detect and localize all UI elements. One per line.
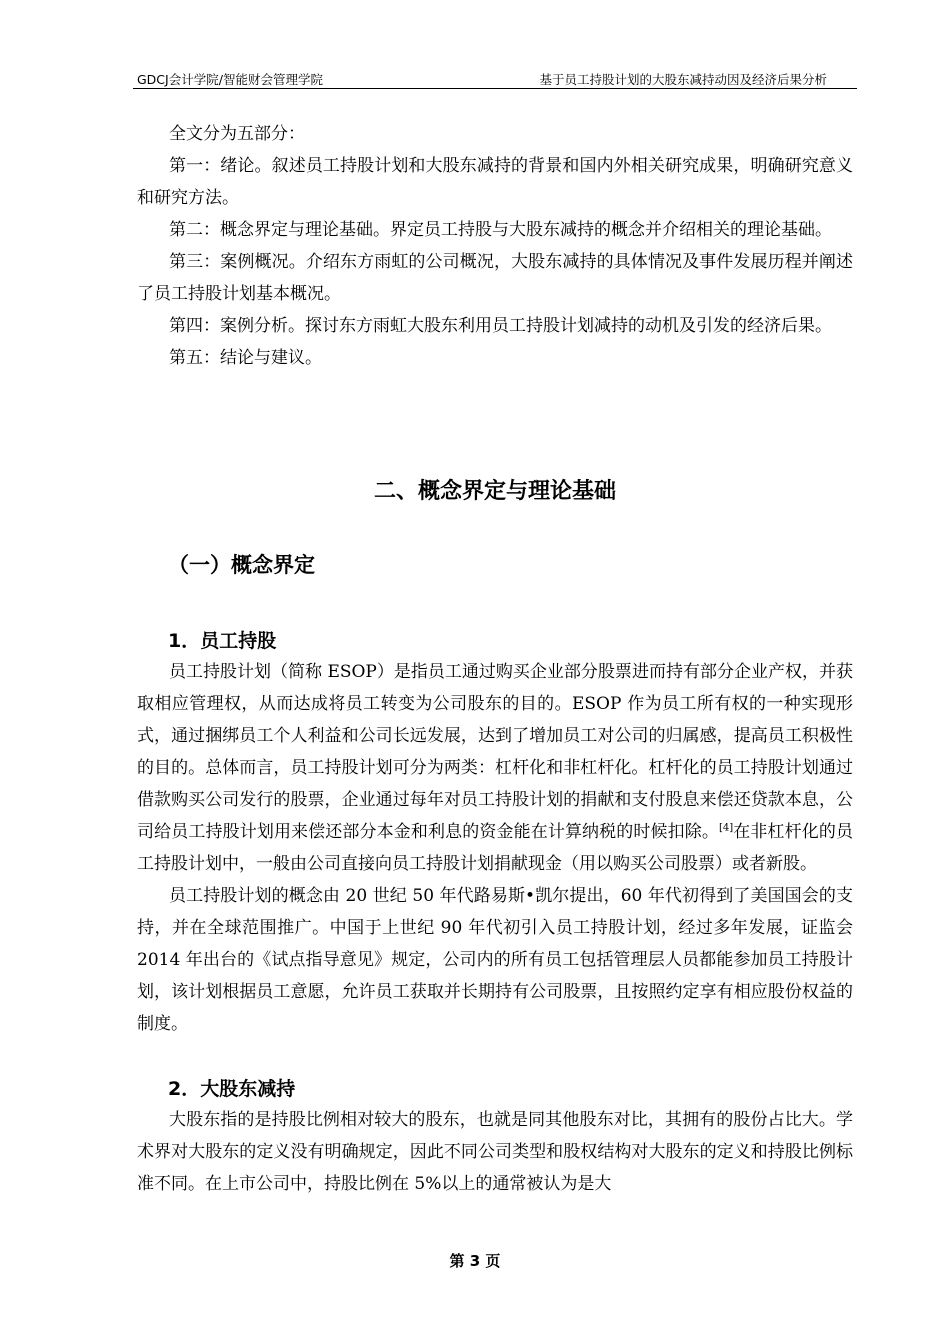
- intro-paragraph: 第一：绪论。叙述员工持股计划和大股东减持的背景和国内外相关研究成果，明确研究意义和研究方法。: [137, 156, 853, 208]
- body-paragraph: 大股东指的是持股比例相对较大的股东，也就是同其他股东对比，其拥有的股份占比大。学术界对大股东的定义没有明确规定，因此不同公司类型和股权结构对大股东的定义和持股比例标准不同。在上市公司中，持股比例在 5%以上的通常被认为是大: [137, 1110, 853, 1194]
- header-thesis-title: 基于员工持股计划的大股东减持动因及经济后果分析: [539, 72, 827, 87]
- shareholder-reduction-block: [137, 1104, 853, 1200]
- chapter-heading: 二、概念界定与理论基础: [373, 479, 616, 504]
- intro-paragraph: 第四：案例分析。探讨东方雨虹大股东利用员工持股计划减持的动机及引发的经济后果。: [169, 316, 832, 336]
- intro-paragraph: 第二：概念界定与理论基础。界定员工持股与大股东减持的概念并介绍相关的理论基础。: [169, 220, 832, 240]
- subsection-heading-shareholder-reduction: 2．大股东减持: [168, 1078, 296, 1100]
- intro-paragraph: 第三：案例概况。介绍东方雨虹的公司概况，大股东减持的具体情况及事件发展历程并阐述了员工持股计划基本概况。: [137, 252, 853, 304]
- page-number: 第 3 页: [449, 1252, 501, 1270]
- body-paragraph: 员工持股计划的概念由 20 世纪 50 年代路易斯•凯尔提出，60 年代初得到了美国国会的支持，并在全球范围推广。中国于上世纪 90 年代初引入员工持股计划，经过多年发展，证监会 2014 年出台的《试点指导意见》规定，公司内的所有员工包括管理层人员都能参加员工持股计划，该计划根据员工意愿，允许员工获取并长期持有公司股票，且按照约定享有相应股份权益的制度。: [137, 886, 853, 1034]
- intro-paragraph: 第五：结论与建议。: [169, 348, 322, 368]
- subsection-heading-employee-stock: 1．员工持股: [168, 630, 277, 652]
- header-institution: GDCJ会计学院/智能财会管理学院: [137, 72, 323, 87]
- page-header: [133, 70, 857, 89]
- section-heading: （一）概念界定: [168, 553, 315, 577]
- intro-block: [137, 118, 853, 374]
- employee-stock-block: [137, 656, 853, 1040]
- body-paragraph: 员工持股计划（简称 ESOP）是指员工通过购买企业部分股票进而持有部分企业产权，并获取相应管理权，从而达成将员工转变为公司股东的目的。ESOP 作为员工所有权的一种实现形式，通过捆绑员工个人利益和公司长远发展，达到了增加员工对公司的归属感，提高员工积极性的目的。总体而言，员工持股计划可分为两类：杠杆化和非杠杆化。杠杆化的员工持股计划通过借款购买公司发行的股票，企业通过每年对员工持股计划的捐献和支付股息来偿还贷款本息，公司给员工持股计划用来偿还部分本金和利息的资金能在计算纳税的时候扣除。[4]在非杠杆化的员工持股计划中，一般由公司直接向员工持股计划捐献现金（用以购买公司股票）或者新股。: [137, 662, 854, 874]
- intro-paragraph: 全文分为五部分：: [169, 124, 305, 144]
- citation-ref: [4]: [719, 822, 734, 834]
